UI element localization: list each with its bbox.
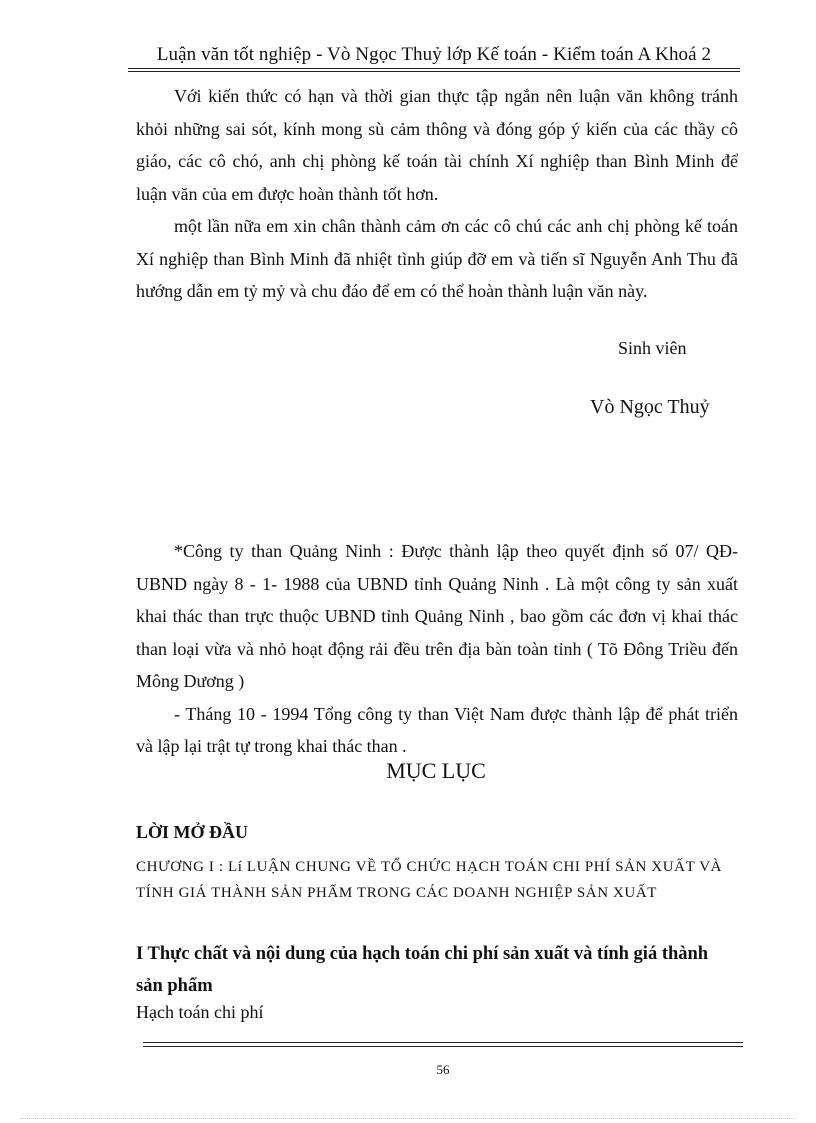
footer-rule [143, 1042, 743, 1043]
toc-entry-section-1: I Thực chất và nội dung của hạch toán chi phí sản xuất và tính giá thành sản phẩm [136, 944, 709, 996]
acknowledgement-paragraph-1: Với kiến thức có hạn và thời gian thực tập ngắn nên luận văn không tránh khỏi những sai sót, kính mong sù cảm thông và đóng góp ý kiến của các thầy cô giáo, các cô chó, anh chị phòng kế toán tài chính Xí nghiệp than Bình Minh để luận văn của em được hoàn thành tốt hơn. [136, 86, 738, 204]
acknowledgement-paragraph-2: một lần nữa em xin chân thành cảm ơn các cô chú các anh chị phòng kế toán Xí nghiệp than Bình Minh đã nhiệt tình giúp đỡ em và tiến sĩ Nguyễn Anh Thu đã hướng dẫn em tỷ mỷ và chu đáo để em có thể hoàn thành luận văn này. [136, 216, 738, 301]
signature-name: Vò Ngọc Thuỷ [590, 396, 710, 418]
toc-title: MỤC LỤC [386, 758, 486, 783]
company-note-paragraph-2: - Tháng 10 - 1994 Tổng công ty than Việt Nam được thành lập để phát triển và lập lại trật tự trong khai thác than . [136, 703, 738, 756]
page-header: Luận văn tốt nghiệp - Vò Ngọc Thuỷ lớp Kế toán - Kiểm toán A Khoá 2 [156, 44, 712, 65]
header-rule [128, 68, 740, 72]
company-note-section [136, 535, 738, 763]
toc-entry-intro: LỜI MỞ ĐẦU [136, 822, 248, 842]
signature-label: Sinh viên [618, 338, 687, 358]
toc-entry-subsection-1: Hạch toán chi phí [136, 1002, 264, 1022]
acknowledgement-section [136, 80, 738, 308]
page-bottom-border [20, 1118, 796, 1119]
company-note-paragraph-1: *Công ty than Quảng Ninh : Được thành lập theo quyết định số 07/ QĐ-UBND ngày 8 - 1- 1988 của UBND tỉnh Quảng Ninh . Là một công ty sản xuất khai thác than trực thuộc UBND tỉnh Quảng Ninh , bao gồm các đơn vị khai thác than loại vừa và nhỏ hoạt động rải đều trên địa bàn toàn tỉnh ( Tõ Đông Triều đến Mông Dương ) [136, 541, 738, 691]
footer-rule-double [143, 1046, 743, 1047]
toc-entry-chapter-1: CHƯƠNG I : Lí LUẬN CHUNG VỀ TỔ CHỨC HẠCH TOÁN CHI PHÍ SẢN XUẤT VÀ TÍNH GIÁ THÀNH SẢN PHẨM TRONG CÁC DOANH NGHIỆP SẢN XUẤT [136, 859, 723, 901]
page-number: 56 [436, 1062, 450, 1077]
